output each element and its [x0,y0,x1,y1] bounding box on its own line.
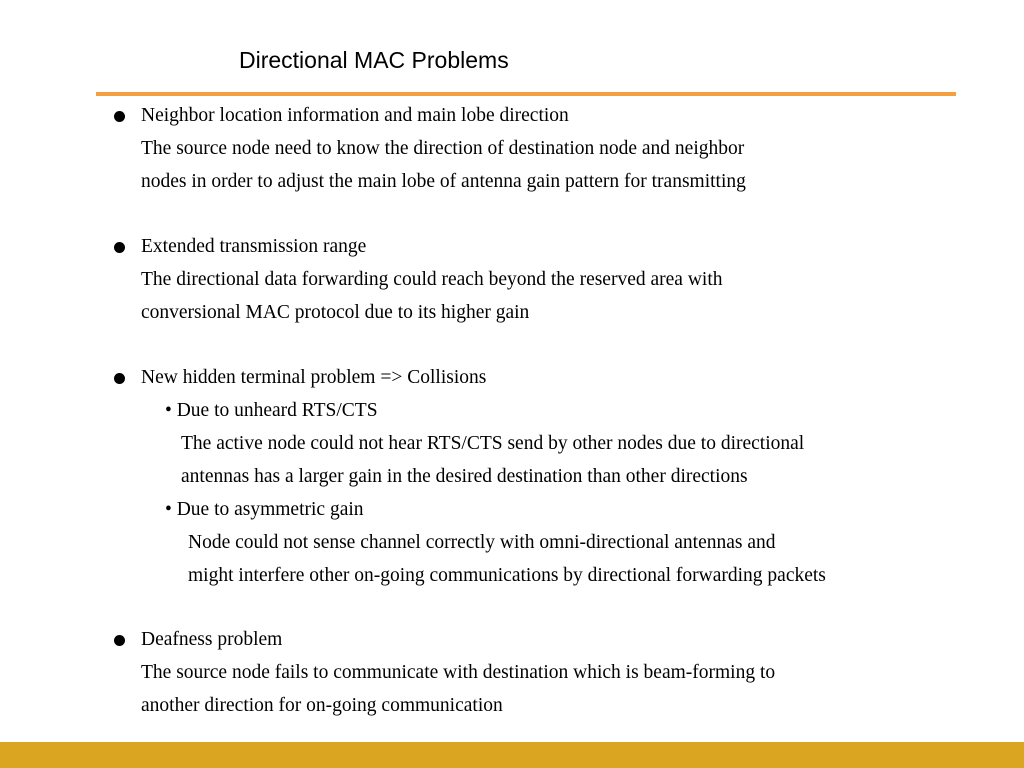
bullet-heading-hidden-terminal: New hidden terminal problem => Collisions [141,367,487,388]
sub-bullet-text-line: might interfere other on-going communications by directional forwarding packets [188,565,826,586]
bullet-heading-neighbor-location: Neighbor location information and main lobe direction [141,105,569,126]
bullet-heading-extended-range: Extended transmission range [141,236,367,257]
bullet-text-line: The source node fails to communicate with destination which is beam-forming to [141,662,776,683]
bullet-text-line: The directional data forwarding could reach beyond the reserved area with [141,269,723,290]
bullet-dot-icon [114,242,125,253]
footer-bar [0,742,1024,768]
slide-title: Directional MAC Problems [239,47,509,73]
bullet-dot-icon [114,111,125,122]
bullet-dot-icon [114,373,125,384]
sub-bullet-unheard-rts-cts: • Due to unheard RTS/CTS [165,400,378,421]
bullet-text-line: another direction for on-going communication [141,695,503,716]
title-underline [96,92,956,96]
sub-bullet-text-line: Node could not sense channel correctly with omni-directional antennas and [188,532,776,553]
sub-bullet-text-line: The active node could not hear RTS/CTS send by other nodes due to directional [181,433,805,454]
bullet-text-line: conversional MAC protocol due to its higher gain [141,302,530,323]
bullet-dot-icon [114,635,125,646]
sub-bullet-text-line: antennas has a larger gain in the desired destination than other directions [181,466,748,487]
bullet-heading-deafness: Deafness problem [141,629,283,650]
bullet-text-line: The source node need to know the direction of destination node and neighbor [141,138,745,159]
bullet-text-line: nodes in order to adjust the main lobe of antenna gain pattern for transmitting [141,171,746,192]
sub-bullet-asymmetric-gain: • Due to asymmetric gain [165,499,364,520]
